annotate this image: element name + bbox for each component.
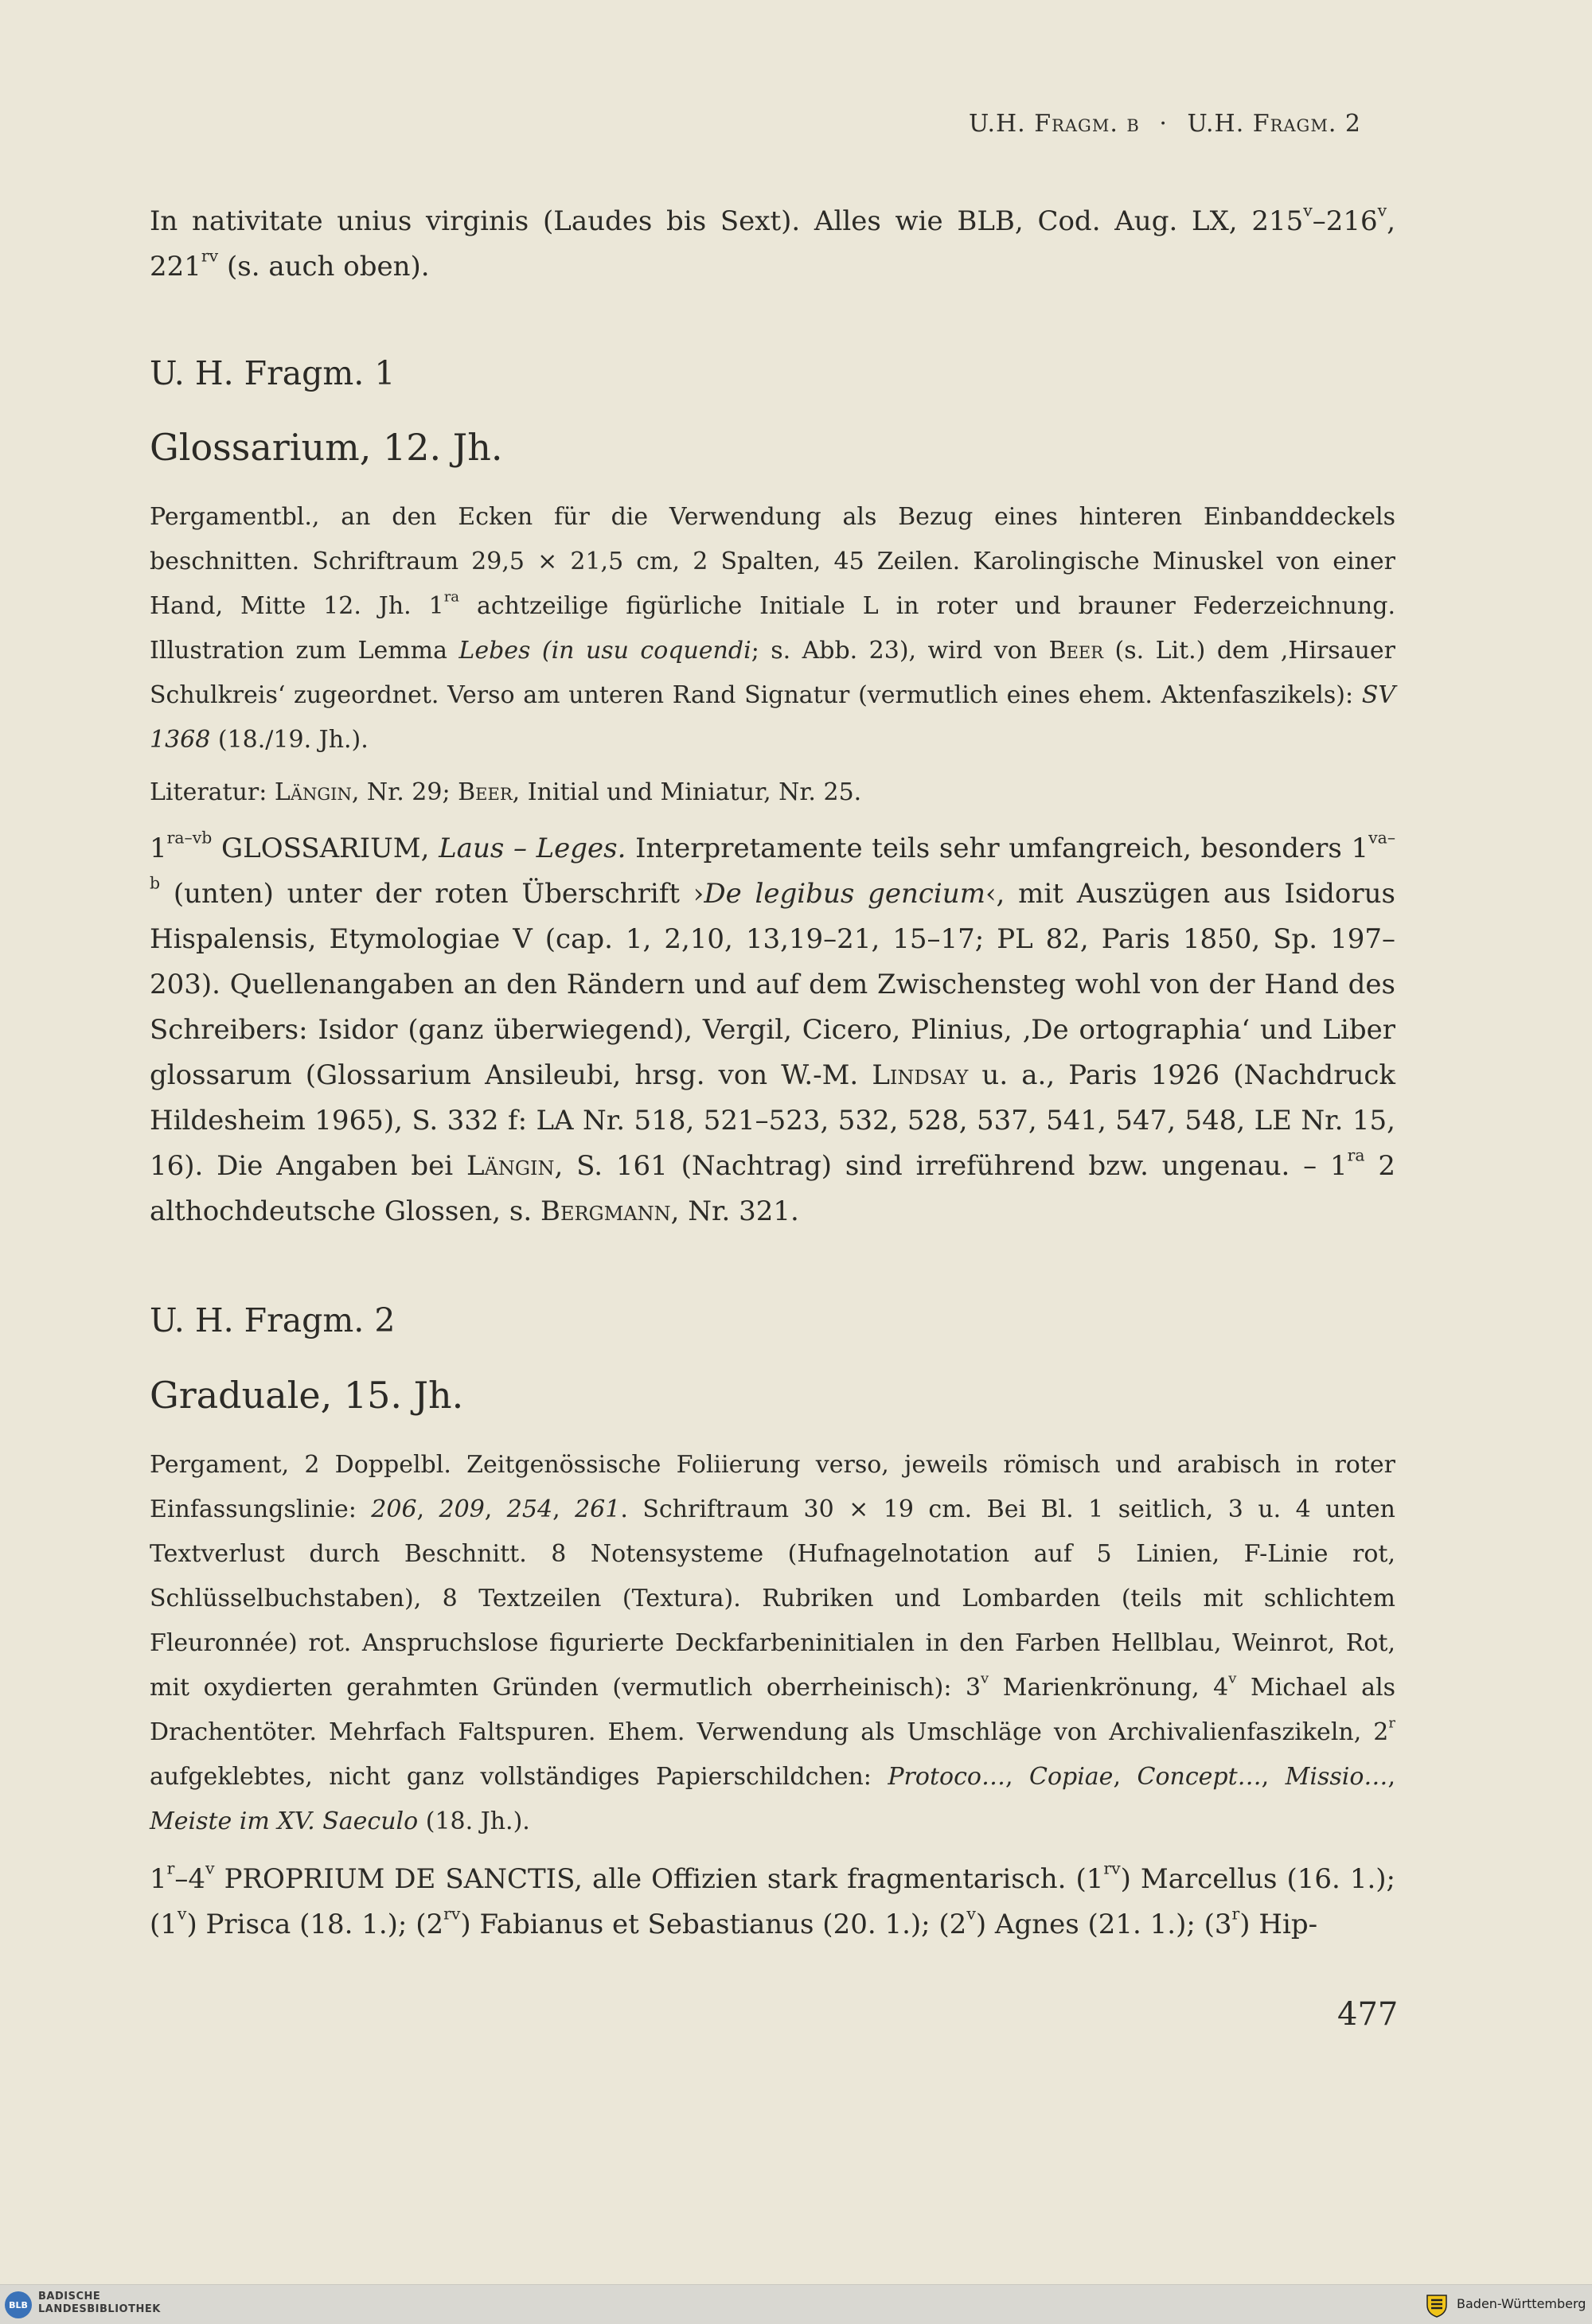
text-run: (s. Lit.) dem ‚Hirsauer Schulkreis‘ zugeordnet. Verso am unteren Rand Signatur (vermutlich eines ehem. Aktenfaszikels): (150, 637, 1395, 709)
text-run: ) Agnes (21. 1.); (3 (975, 1909, 1232, 1940)
text-run: Interpretamente teils sehr umfangreich, besonders 1 (626, 833, 1369, 864)
author-name: Längin (466, 1150, 555, 1182)
page-content (150, 199, 1395, 1948)
italic-run: Concept… (1137, 1763, 1262, 1791)
italic-run: Lebes (in usu coquendi (458, 637, 751, 665)
italic-run: Protoco… (888, 1763, 1005, 1791)
text-run: , Nr. 321. (670, 1195, 799, 1227)
superscript: r (1388, 1714, 1395, 1732)
superscript: rv (201, 246, 219, 266)
text-run: (18. Jh.). (418, 1807, 530, 1835)
text-run: –216 (1312, 205, 1378, 237)
fragment-2-title: Graduale, 15. Jh. (150, 1374, 464, 1417)
text-run: , S. 161 (Nachtrag) sind irreführend bzw. ungenau. – 1 (554, 1150, 1348, 1182)
text-run: (s. auch oben). (218, 251, 430, 283)
text-run: ; s. Abb. 23), wird von (751, 637, 1049, 665)
text-run: ) Hip- (1239, 1909, 1318, 1940)
text-run: ) Fabianus et Sebastianus (20. 1.); (2 (460, 1909, 967, 1940)
superscript: v (981, 1670, 989, 1687)
fragment-2-description (150, 1443, 1395, 1844)
viewer-footer (0, 2284, 1592, 2324)
italic-run: 209 (439, 1495, 485, 1523)
fragment-1-literature (150, 770, 1395, 815)
superscript: v (1228, 1670, 1237, 1687)
text-run: In nativitate unius virginis (Laudes bis Sext). Alles wie BLB, Cod. Aug. LX, 215 (150, 205, 1304, 237)
superscript: v (205, 1858, 215, 1878)
text-run: PROPRIUM DE SANCTIS, alle Offizien stark fragmentarisch. (1 (214, 1863, 1104, 1895)
text-run: 1 (150, 1863, 167, 1895)
text-run: achtzeilige figürliche Initiale L in roter und brauner Federzeichnung. Illustration zum Lemma (150, 592, 1395, 665)
text-run: 2 althochdeutsche Glossen, s. (150, 1150, 1395, 1227)
text-run: , (416, 1495, 439, 1523)
library-name-line-1: BADISCHE (38, 2291, 101, 2303)
text-run: . Schriftraum 30 × 19 cm. Bei Bl. 1 seitlich, 3 u. 4 unten Textverlust durch Beschnitt. 8 Notensysteme (Hufnagelnotation auf 5 Linien, F-Linie rot, Schlüsselbuchstaben), 8 Textzeilen (Textura). Rubriken und Lombarden (teils mit schlichtem Fleuronnée) rot. Anspruchslose figurierte Deckfarbeninitialen in den Farben Hellblau, Weinrot, Rot, mit oxydierten gerahmten Gründen (vermutlich oberrheinisch): 3 (150, 1495, 1395, 1702)
superscript: v (1303, 201, 1313, 220)
superscript: v (177, 1904, 187, 1924)
text-run: Marienkrönung, 4 (989, 1674, 1229, 1702)
text-run: (unten) unter der roten Überschrift › (160, 878, 704, 910)
author-name: Bergmann (540, 1195, 671, 1227)
italic-run: Laus – Leges. (439, 833, 626, 864)
superscript: ra (1347, 1145, 1365, 1165)
text-run: 1 (150, 833, 167, 864)
author-name: Längin (274, 778, 352, 806)
fragment-2-content (150, 1857, 1395, 1948)
superscript: ra (443, 588, 460, 606)
text-run: , 221 (150, 205, 1395, 283)
text-run: Michael als Drachentöter. Mehrfach Faltspuren. Ehem. Verwendung als Umschläge von Archivalienfaszikeln, 2 (150, 1674, 1395, 1746)
superscript: va–b (150, 828, 1396, 893)
author-name: Beer (458, 778, 513, 806)
text-run: ‹, mit Auszügen aus Isidorus Hispalensis, Etymologiae V (cap. 1, 2,10, 13,19–21, 15–17; PL 82, Paris 1850, Sp. 197–203). Quellenangaben an den Rändern und auf dem Zwischensteg wohl von der Hand des Schreibers: Isidor (ganz überwiegend), Vergil, Cicero, Plinius, ‚De ortographia‘ und Liber glossarum (Glossarium Ansileubi, hrsg. von W.-M. (150, 878, 1395, 1091)
fragment-1-title: Glossarium, 12. Jh. (150, 426, 503, 469)
running-head-left: U.H. Fragm. b (968, 110, 1140, 138)
italic-run: De legibus gencium (704, 878, 985, 910)
italic-run: SV 1368 (150, 681, 1395, 754)
text-run: , Nr. 29; (351, 778, 458, 806)
library-name-line-2: LANDESBIBLIOTHEK (38, 2303, 161, 2315)
text-run: aufgeklebtes, nicht ganz vollständiges Papierschildchen: (150, 1763, 888, 1791)
superscript: r (1231, 1904, 1240, 1924)
fragment-1-signature: U. H. Fragm. 1 (150, 354, 396, 392)
text-run: (18./19. Jh.). (210, 726, 369, 754)
superscript: v (966, 1904, 976, 1924)
state-name[interactable]: Baden-Württemberg (1457, 2296, 1586, 2311)
intro-paragraph (150, 199, 1395, 290)
running-head (969, 110, 1361, 138)
text-run: , (1387, 1763, 1395, 1791)
page-number: 477 (1337, 1996, 1399, 2033)
fragment-1-description (150, 495, 1395, 762)
text-run: , (484, 1495, 507, 1523)
italic-run: Missio… (1285, 1763, 1388, 1791)
text-run: ) Prisca (18. 1.); (2 (186, 1909, 444, 1940)
author-name: Beer (1048, 637, 1104, 665)
italic-run: 261 (575, 1495, 621, 1523)
text-run: ) Marcellus (16. 1.); (1 (150, 1863, 1395, 1940)
text-run: Literatur: (150, 778, 275, 806)
author-name: Lindsay (872, 1059, 969, 1091)
italic-run: Copiae (1028, 1763, 1114, 1791)
italic-run: 206 (371, 1495, 417, 1523)
baden-wuerttemberg-crest-icon[interactable] (1425, 2292, 1449, 2318)
text-run: , (1005, 1763, 1029, 1791)
superscript: r (166, 1858, 175, 1878)
text-run: , Initial und Miniatur, Nr. 25. (512, 778, 862, 806)
text-run: , (1261, 1763, 1286, 1791)
fragment-2-signature: U. H. Fragm. 2 (150, 1301, 396, 1339)
running-head-right: U.H. Fragm. 2 (1187, 110, 1361, 138)
italic-run: 254 (506, 1495, 553, 1523)
superscript: rv (443, 1904, 461, 1924)
fragment-1-content (150, 826, 1395, 1234)
text-run: –4 (174, 1863, 206, 1895)
italic-run: Meiste im XV. Saeculo (150, 1807, 419, 1835)
text-run: Pergamentbl., an den Ecken für die Verwendung als Bezug eines hinteren Einbanddeckels beschnitten. Schriftraum 29,5 × 21,5 cm, 2 Spalten, 45 Zeilen. Karolingische Minuskel von einer Hand, Mitte 12. Jh. 1 (150, 503, 1395, 620)
library-name[interactable] (38, 2291, 161, 2316)
superscript: rv (1103, 1858, 1121, 1878)
blb-logo-icon[interactable]: BLB (5, 2291, 32, 2318)
text-run: Pergament, 2 Doppelbl. Zeitgenössische Foliierung verso, jeweils römisch und arabisch in roter Einfassungslinie: (150, 1451, 1395, 1523)
text-run: GLOSSARIUM, (212, 833, 439, 864)
text-run: , (552, 1495, 576, 1523)
running-head-separator: · (1159, 110, 1168, 138)
superscript: ra–vb (166, 828, 213, 848)
text-run: , (1113, 1763, 1137, 1791)
superscript: v (1377, 201, 1387, 220)
text-run: u. a., Paris 1926 (Nachdruck Hildesheim 1965), S. 332 f: LA Nr. 518, 521–523, 532, 528, 537, 541, 547, 548, LE Nr. 15, 16). Die Angaben bei (150, 1059, 1395, 1182)
